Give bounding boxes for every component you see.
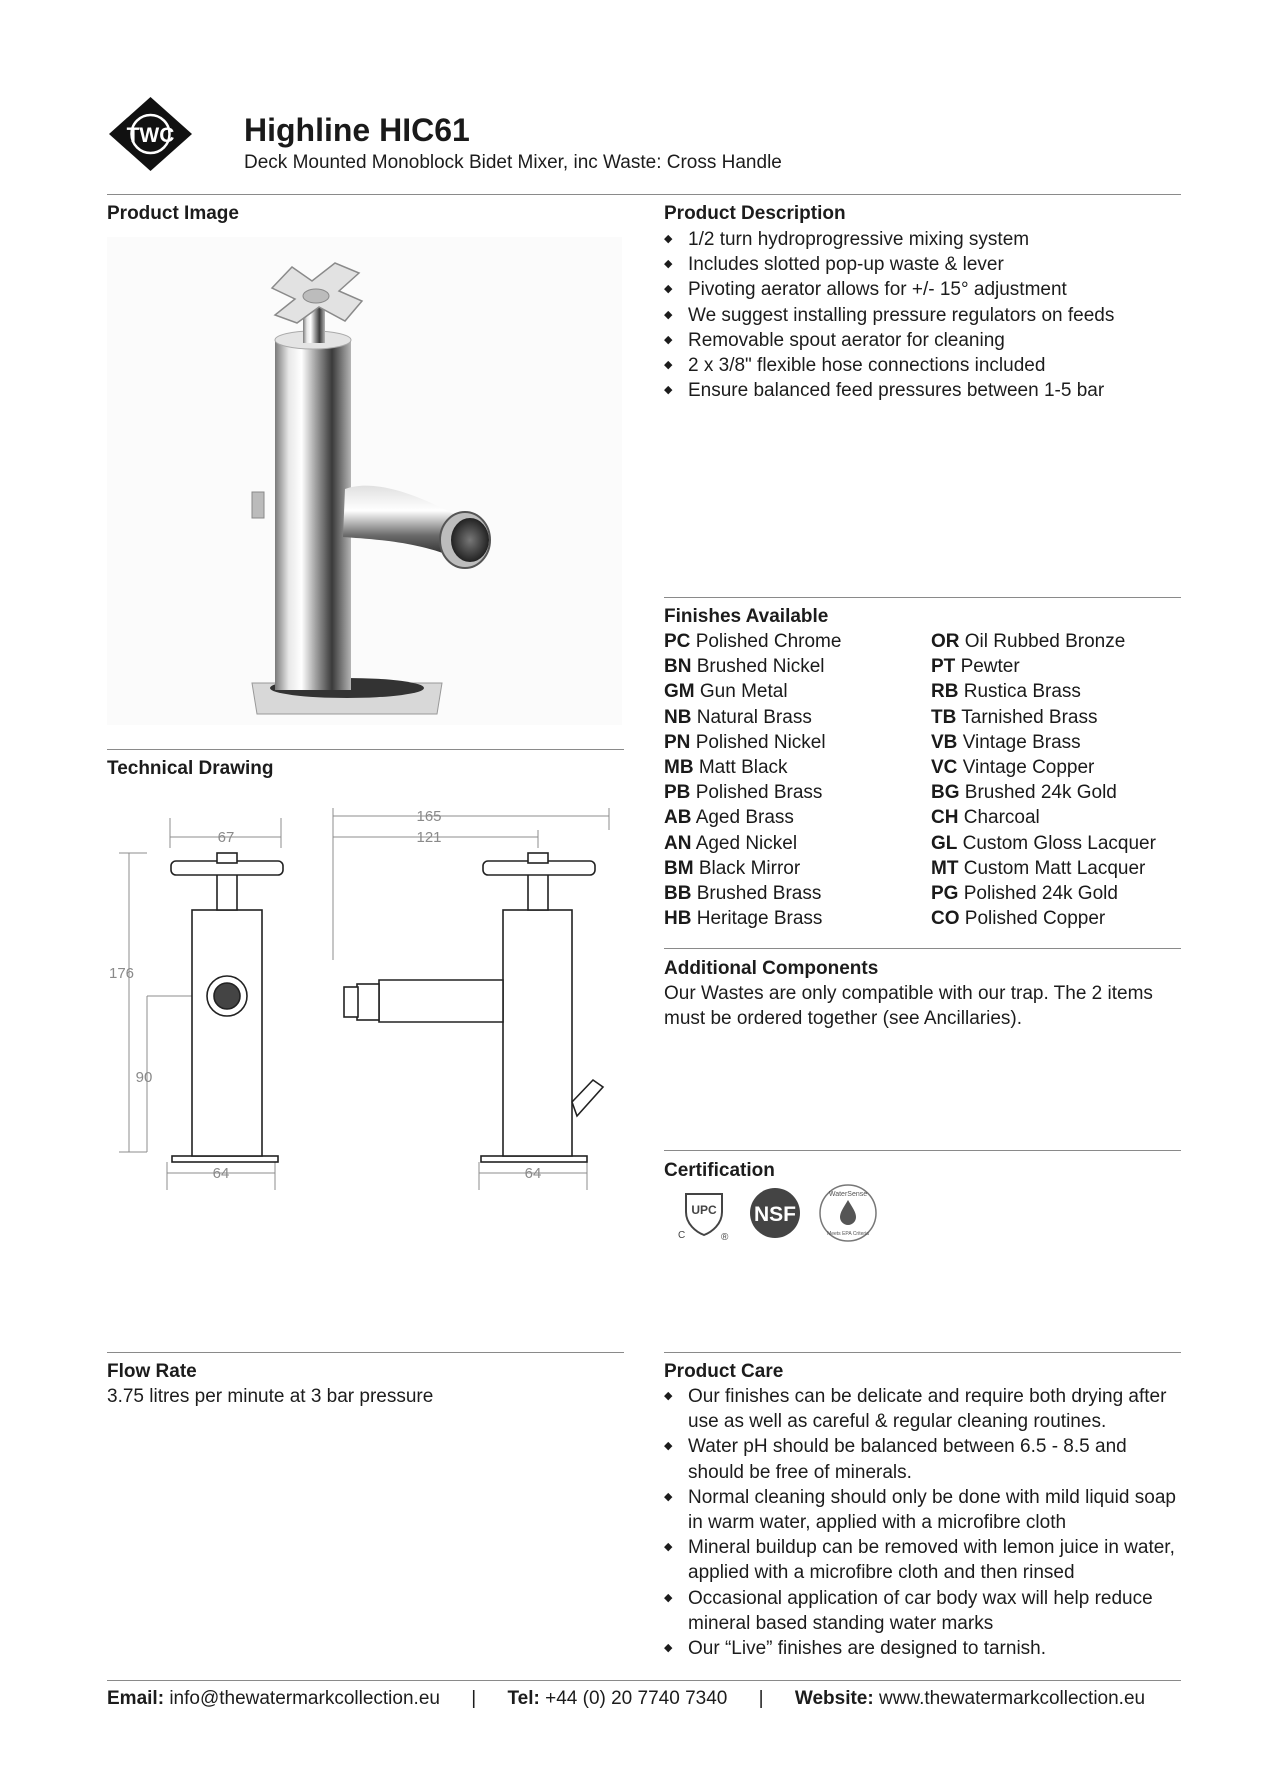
footer-contact: Email: info@thewatermarkcollection.eu | Tel: +44 (0) 20 7740 7340 | Website: www.thewatermarkcollection.eu	[107, 1688, 1146, 1709]
finishes-right-column	[931, 629, 1156, 931]
footer-separator: |	[758, 1688, 764, 1709]
list-item: ◆ 1/2 turn hydroprogressive mixing system	[664, 227, 1184, 252]
care-list	[664, 1384, 1179, 1661]
finish-item: BN Brushed Nickel	[664, 656, 825, 678]
svg-text:NSF: NSF	[754, 1203, 796, 1226]
product-image	[107, 237, 622, 725]
certification-heading: Certification	[664, 1160, 775, 1181]
additional-text: Our Wastes are only compatible with our trap. The 2 items must be ordered together (see Ancillaries).	[664, 983, 1153, 1030]
flow-rate-text: 3.75 litres per minute at 3 bar pressure	[107, 1386, 434, 1407]
logo-text: TWC	[126, 124, 175, 147]
upc-logo	[676, 1186, 734, 1242]
dim-64-side: 64	[524, 1165, 542, 1182]
finish-item: PG Polished 24k Gold	[931, 883, 1118, 905]
list-item: ◆ We suggest installing pressure regulators on feeds	[664, 303, 1184, 328]
finishes-divider	[664, 948, 1181, 949]
email-link[interactable]: info@thewatermarkcollection.eu	[169, 1688, 440, 1709]
finish-item: CH Charcoal	[931, 807, 1040, 829]
finish-item: TB Tarnished Brass	[931, 706, 1098, 728]
additional-heading: Additional Components	[664, 958, 879, 979]
list-item: ◆ Mineral buildup can be removed with lemon juice in water, applied with a microfibre cloth and then rinsed	[664, 1535, 1179, 1585]
list-item: ◆ Normal cleaning should only be done with mild liquid soap in warm water, applied with a microfibre cloth	[664, 1485, 1179, 1535]
finish-item: VB Vintage Brass	[931, 731, 1081, 753]
dim-64-front: 64	[212, 1165, 230, 1182]
flow-rate-heading: Flow Rate	[107, 1361, 197, 1382]
care-divider	[664, 1352, 1181, 1353]
svg-text:UPC: UPC	[691, 1203, 717, 1217]
svg-text:C: C	[678, 1230, 686, 1241]
header-divider	[107, 194, 1181, 195]
finish-item: PT Pewter	[931, 656, 1020, 678]
nsf-logo	[749, 1187, 801, 1239]
image-divider	[107, 749, 624, 750]
dim-90: 90	[135, 1069, 153, 1086]
finish-item: NB Natural Brass	[664, 706, 812, 728]
dim-176: 176	[109, 965, 135, 982]
description-heading: Product Description	[664, 203, 846, 224]
website-link[interactable]: www.thewatermarkcollection.eu	[878, 1688, 1146, 1709]
list-item: ◆ Our “Live” finishes are designed to tarnish.	[664, 1636, 1179, 1661]
product-image-heading: Product Image	[107, 203, 239, 224]
additional-divider	[664, 1150, 1181, 1151]
list-item: ◆ Occasional application of car body wax will help reduce mineral based standing water marks	[664, 1586, 1179, 1636]
list-item: ◆ 2 x 3/8" flexible hose connections included	[664, 353, 1184, 378]
finishes-left-column	[664, 629, 841, 931]
watersense-logo	[818, 1183, 878, 1243]
description-divider	[664, 597, 1181, 598]
brand-logo	[107, 95, 194, 173]
list-item: ◆ Pivoting aerator allows for +/- 15° adjustment	[664, 277, 1184, 302]
page-subtitle: Deck Mounted Monoblock Bidet Mixer, inc Waste: Cross Handle	[244, 152, 782, 173]
care-heading: Product Care	[664, 1361, 784, 1382]
finish-item: PB Polished Brass	[664, 782, 823, 804]
technical-drawing	[107, 800, 622, 1195]
list-item: ◆ Ensure balanced feed pressures between 1-5 bar	[664, 378, 1184, 403]
finish-item: HB Heritage Brass	[664, 908, 823, 930]
list-item: ◆ Removable spout aerator for cleaning	[664, 328, 1184, 353]
description-list	[664, 227, 1184, 403]
list-item: ◆ Our finishes can be delicate and require both drying after use as well as careful & regular cleaning routines.	[664, 1384, 1179, 1434]
finish-item: OR Oil Rubbed Bronze	[931, 631, 1126, 652]
dim-67: 67	[217, 829, 235, 846]
svg-text:WaterSense: WaterSense	[828, 1191, 868, 1198]
dim-165: 165	[416, 808, 442, 825]
finish-item: CO Polished Copper	[931, 908, 1106, 930]
dim-121: 121	[416, 829, 442, 846]
finishes-heading: Finishes Available	[664, 606, 829, 627]
finish-item: AN Aged Nickel	[664, 832, 798, 854]
svg-text:Meets EPA Criteria: Meets EPA Criteria	[827, 1231, 869, 1237]
finish-item: AB Aged Brass	[664, 807, 794, 829]
finish-item: GL Custom Gloss Lacquer	[931, 832, 1156, 854]
list-item: ◆ Includes slotted pop-up waste & lever	[664, 252, 1184, 277]
finish-item: BG Brushed 24k Gold	[931, 782, 1117, 804]
finish-item: RB Rustica Brass	[931, 681, 1081, 703]
finish-item: MB Matt Black	[664, 757, 788, 779]
finish-item: MT Custom Matt Lacquer	[931, 857, 1146, 879]
finish-item: PN Polished Nickel	[664, 731, 826, 753]
finish-item: BM Black Mirror	[664, 857, 801, 879]
phone-link[interactable]: +44 (0) 20 7740 7340	[545, 1688, 728, 1709]
flow-divider	[107, 1352, 624, 1353]
page-title: Highline HIC61	[244, 112, 470, 148]
finish-item: PC Polished Chrome	[664, 631, 842, 652]
finish-item: BB Brushed Brass	[664, 883, 822, 905]
svg-text:®: ®	[721, 1232, 729, 1242]
list-item: ◆ Water pH should be balanced between 6.5 - 8.5 and should be free of minerals.	[664, 1434, 1179, 1484]
footer-divider	[107, 1680, 1181, 1681]
finish-item: VC Vintage Copper	[931, 757, 1095, 779]
technical-drawing-heading: Technical Drawing	[107, 758, 274, 779]
finish-item: GM Gun Metal	[664, 681, 788, 703]
footer-separator: |	[471, 1688, 477, 1709]
